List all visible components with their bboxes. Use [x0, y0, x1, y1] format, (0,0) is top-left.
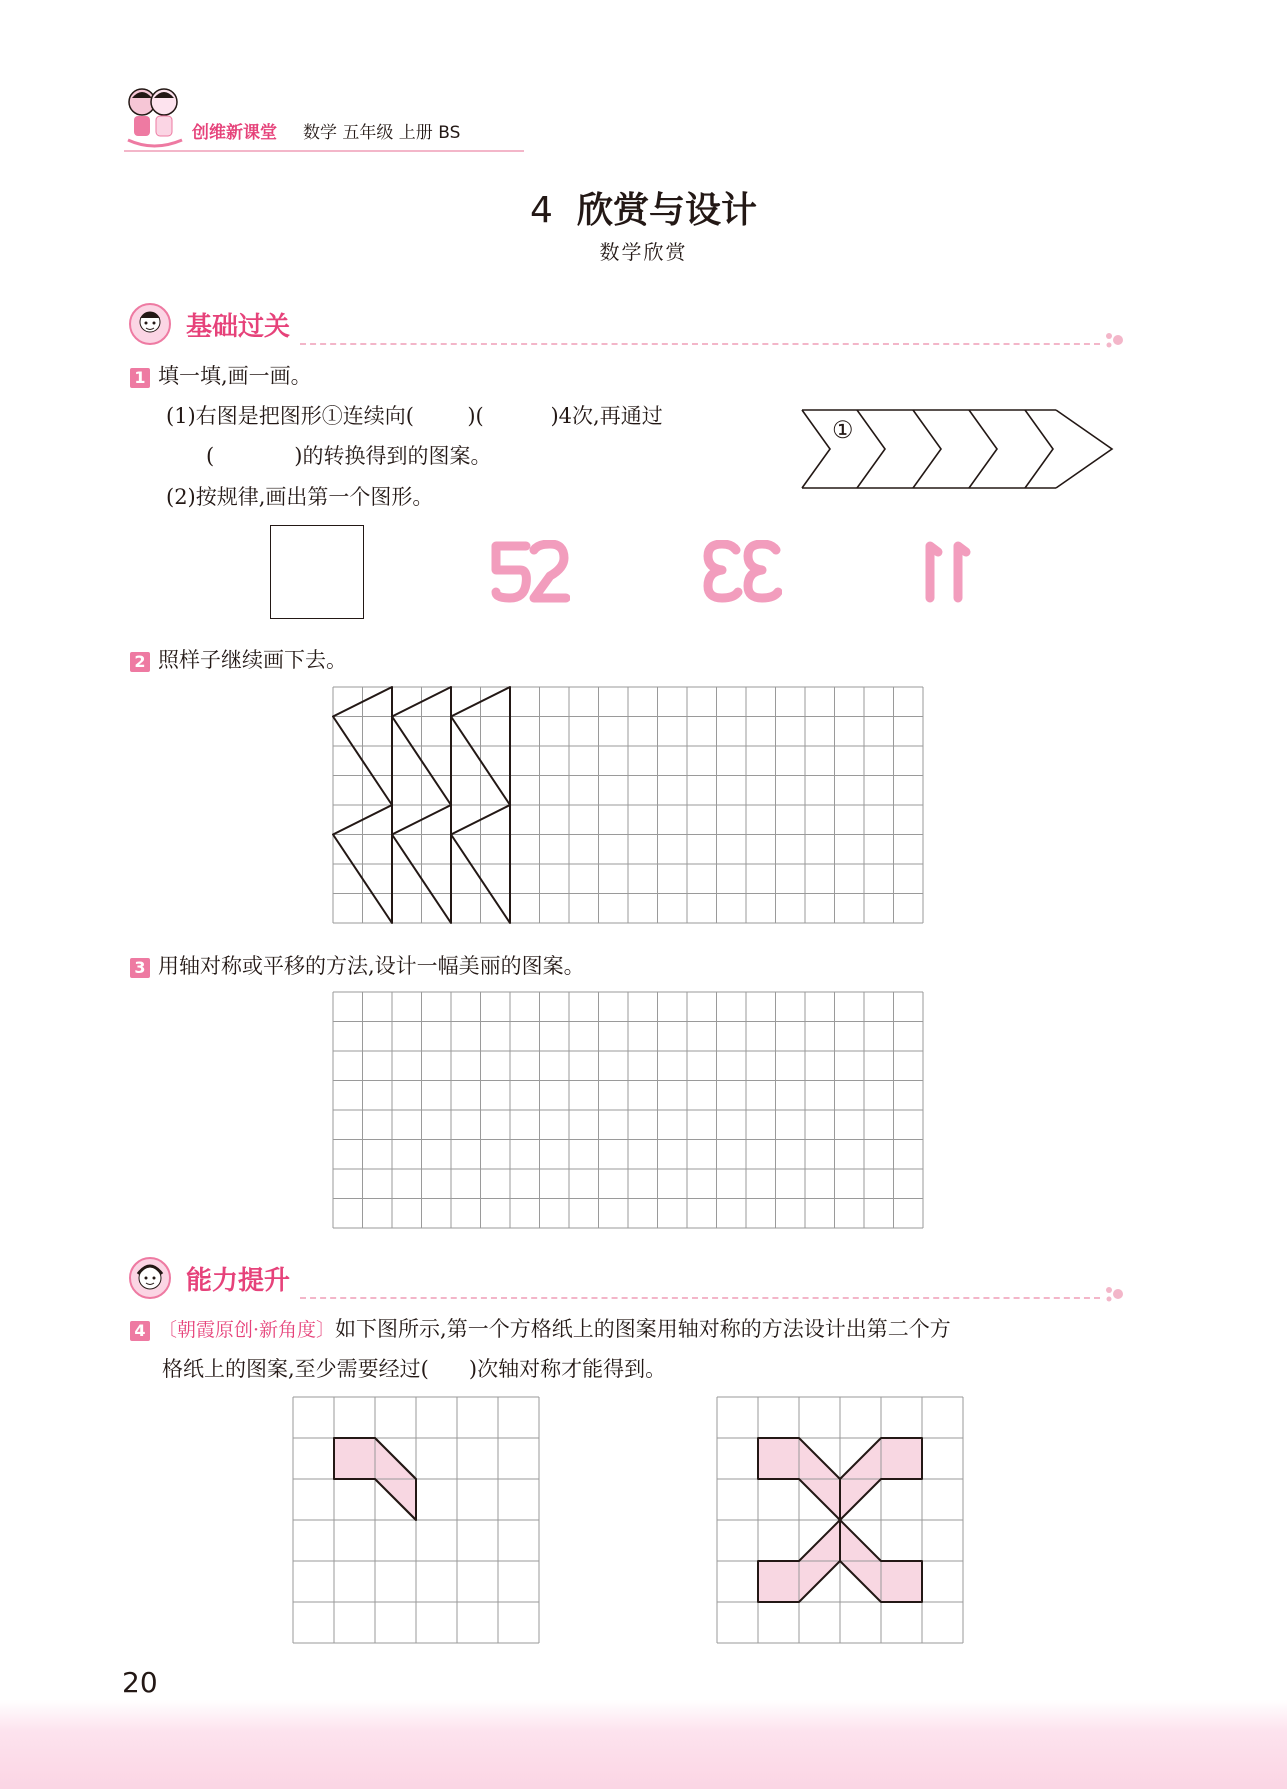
- cartoon-boy-icon: [128, 302, 172, 346]
- page-title: [0, 182, 1287, 233]
- question-number-2: 2: [130, 652, 150, 672]
- question-4-line1: 如下图所示,第一个方格纸上的图案用轴对称的方法设计出第二个方: [335, 1317, 951, 1341]
- original-pattern-grid: [292, 1396, 542, 1646]
- q1-part1-line1: (1)右图是把图形①连续向( )( )4次,再通过: [166, 404, 663, 428]
- chevron-label: ①: [832, 416, 854, 444]
- section-rule: [300, 1297, 1100, 1299]
- answer-box[interactable]: [270, 525, 364, 619]
- pattern-grid[interactable]: [332, 686, 926, 924]
- question-1-text: 填一填,画一画。: [158, 364, 312, 388]
- mirrored-33-icon: [702, 540, 782, 604]
- question-1: [130, 361, 312, 391]
- section-title-basics: 基础过关: [186, 312, 291, 342]
- question-2: [130, 645, 347, 675]
- cartoon-girl-icon: [128, 1256, 172, 1300]
- dots-icon: [1104, 1284, 1130, 1304]
- title-text: 欣赏与设计: [576, 190, 757, 231]
- title-number: 4: [530, 190, 553, 231]
- question-number-4: 4: [130, 1321, 150, 1341]
- symmetric-pattern-grid: [716, 1396, 966, 1646]
- question-4-tag: 〔朝霞原创·新角度〕: [158, 1319, 336, 1341]
- mirrored-11-icon: [922, 540, 972, 604]
- dots-icon: [1104, 330, 1130, 350]
- q1-part1-line2: ( )的转换得到的图案。: [206, 444, 492, 468]
- question-number-3: 3: [130, 958, 150, 978]
- header-rule: [124, 150, 524, 152]
- page-subtitle: 数学欣赏: [599, 240, 688, 264]
- design-grid[interactable]: [332, 991, 926, 1229]
- question-4: [130, 1314, 951, 1345]
- mirrored-25-icon: [490, 540, 570, 604]
- section-title-advanced: 能力提升: [186, 1266, 291, 1296]
- question-3: [130, 951, 585, 981]
- question-2-text: 照样子继续画下去。: [158, 648, 347, 672]
- two-kids-icon: [124, 84, 184, 154]
- footer-band: [0, 1700, 1287, 1789]
- q1-part2: (2)按规律,画出第一个图形。: [166, 485, 434, 509]
- question-4-line2: 格纸上的图案,至少需要经过( )次轴对称才能得到。: [162, 1357, 667, 1381]
- page-number: 20: [122, 1666, 158, 1699]
- question-3-text: 用轴对称或平移的方法,设计一幅美丽的图案。: [158, 954, 585, 978]
- question-number-1: 1: [130, 368, 150, 388]
- header-subject: 数学 五年级 上册 BS: [303, 123, 461, 143]
- header-brand: 创维新课堂: [192, 123, 277, 143]
- section-rule: [300, 343, 1100, 345]
